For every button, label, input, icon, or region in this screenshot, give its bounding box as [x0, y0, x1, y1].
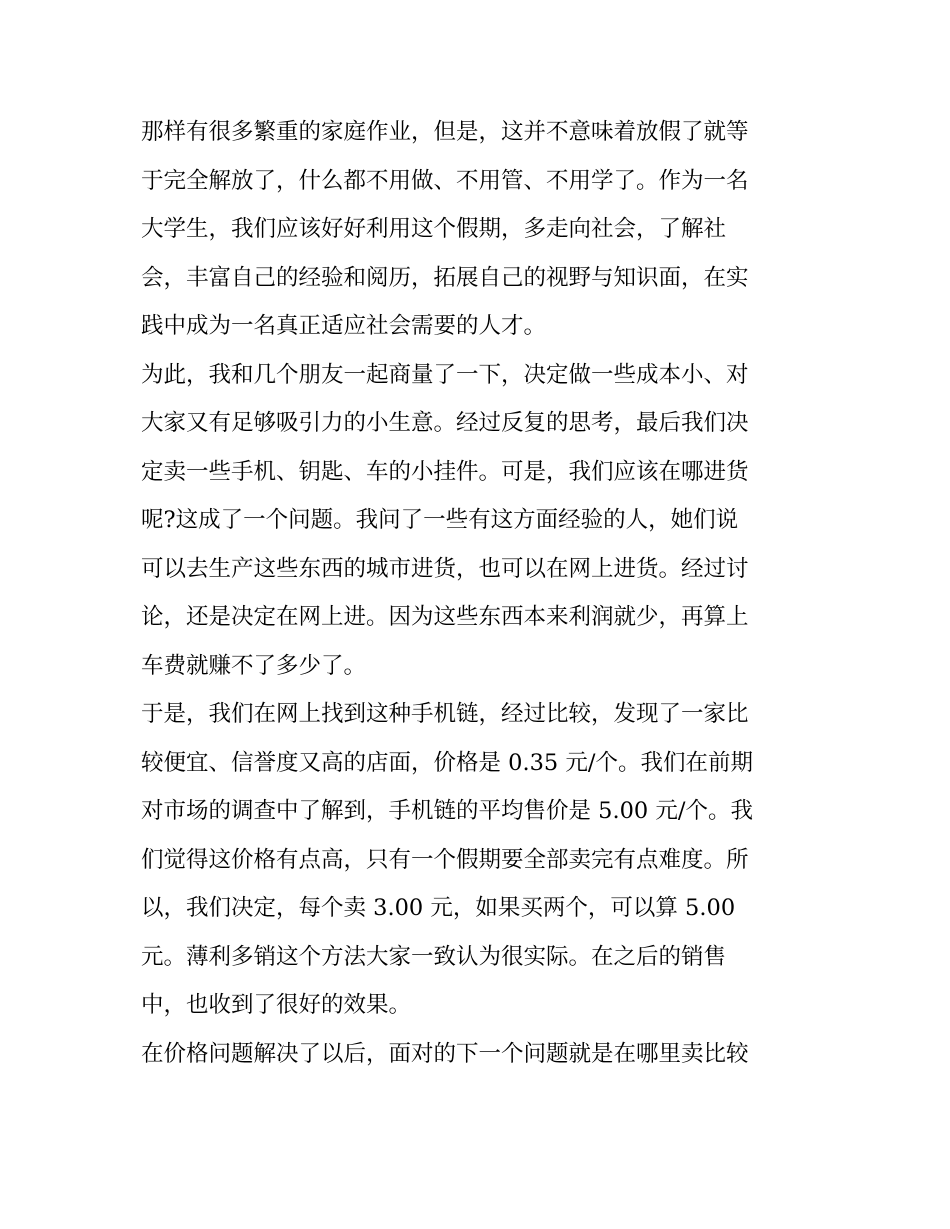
text-line: 那样有很多繁重的家庭作业，但是，这并不意味着放假了就等 — [141, 119, 749, 145]
text-line: 车费就赚不了多少了。 — [141, 652, 367, 679]
text-line: 元。薄利多销这个方法大家一致认为很实际。在之后的销售 — [141, 943, 727, 970]
text-line: 中，也收到了很好的效果。 — [141, 992, 412, 1018]
text-line: 为此，我和几个朋友一起商量了一下，决定做一些成本小、对 — [141, 361, 749, 388]
text-line: 于是，我们在网上找到这种手机链，经过比较，发现了一家比 — [141, 701, 749, 727]
text-line: 较便宜、信誉度又高的店面，价格是 0.35 元/个。我们在前期 — [141, 749, 753, 776]
text-line: 践中成为一名真正适应社会需要的人才。 — [141, 313, 547, 339]
text-line: 会，丰富自己的经验和阅历，拓展自己的视野与知识面，在实 — [141, 264, 749, 291]
text-line: 大家又有足够吸引力的小生意。经过反复的思考，最后我们决 — [141, 410, 749, 436]
text-line: 论，还是决定在网上进。因为这些东西本来利润就少，再算上 — [141, 604, 749, 630]
text-line: 们觉得这价格有点高，只有一个假期要全部卖完有点难度。所 — [141, 846, 749, 873]
text-line: 大学生，我们应该好好利用这个假期，多走向社会，了解社 — [141, 216, 727, 242]
text-line: 呢?这成了一个问题。我问了一些有这方面经验的人，她们说 — [141, 507, 739, 533]
text-line: 可以去生产这些东西的城市进货，也可以在网上进货。经过讨 — [141, 555, 749, 582]
text-line: 定卖一些手机、钥匙、车的小挂件。可是，我们应该在哪进货 — [141, 458, 749, 485]
text-line: 在价格问题解决了以后，面对的下一个问题就是在哪里卖比较 — [141, 1040, 749, 1067]
text-line: 以，我们决定，每个卖 3.00 元，如果买两个，可以算 5.00 — [141, 895, 736, 921]
text-line: 于完全解放了，什么都不用做、不用管、不用学了。作为一名 — [141, 167, 749, 194]
document-body — [141, 108, 813, 1078]
text-line: 对市场的调查中了解到，手机链的平均售价是 5.00 元/个。我 — [141, 798, 753, 824]
